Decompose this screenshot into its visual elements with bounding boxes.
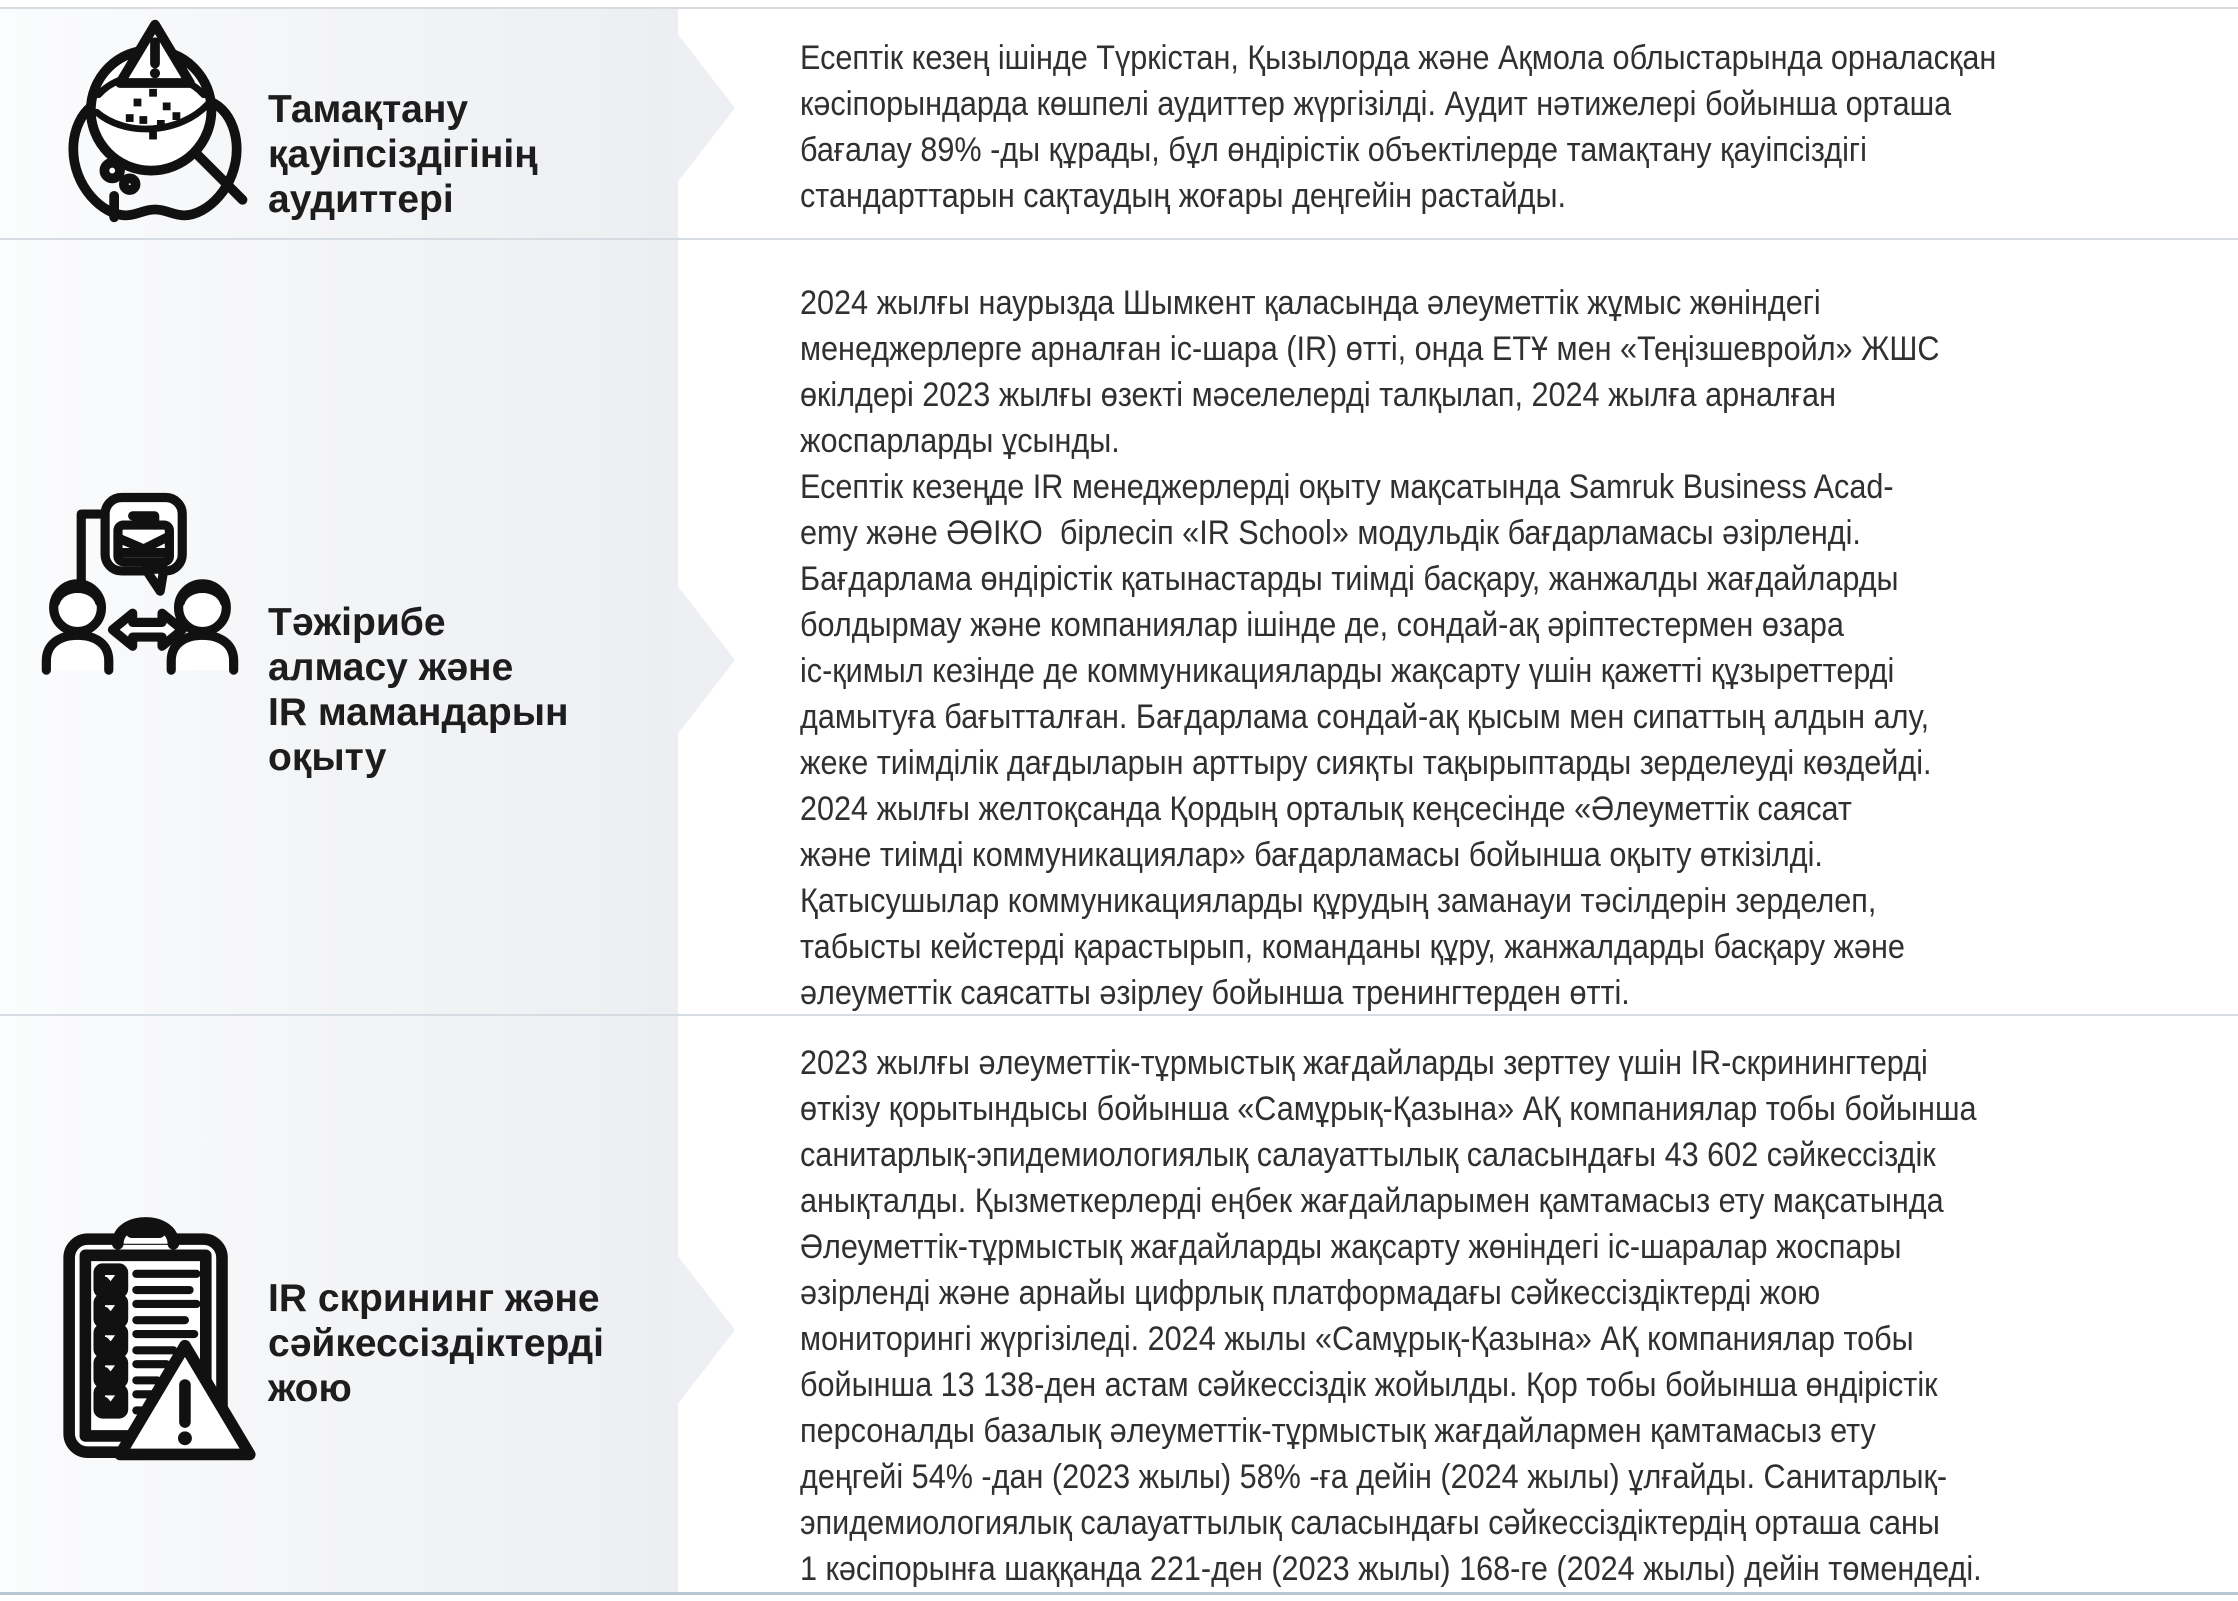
- text-line: emy және ӘӨІКО бірлесіп «IR School» модульдік бағдарламасы әзірленді.: [800, 514, 1861, 552]
- text-line: іс-қимыл кезінде де коммуникацияларды жақсарту үшін қажетті құзыреттерді: [800, 652, 1895, 690]
- text-line: оқыту: [268, 736, 387, 780]
- text-line: 1 кәсіпорынға шаққанда 221-ден (2023 жылы) 168-ге (2024 жылы) дейін төмендеді.: [800, 1550, 1982, 1588]
- chevron-arrow-shape: [677, 585, 735, 735]
- text-line: Бағдарлама өндірістік қатынастарды тиімді басқару, жанжалды жағдайларды: [800, 560, 1899, 598]
- text-line: Қатысушылар коммуникацияларды құрудың заманауи тәсілдерін зерделеп,: [800, 882, 1877, 920]
- section-body: [800, 1040, 2218, 1592]
- text-line: жеке тиімділік дағдыларын арттыру сияқты тақырыптарды зерделеуді көздейді.: [800, 744, 1932, 782]
- text-line: жоспарларды ұсынды.: [800, 422, 1120, 460]
- food-safety-audit-icon: [48, 13, 262, 227]
- text-line: жою: [268, 1367, 352, 1411]
- text-line: дамытуға бағытталған. Бағдарлама сондай-ақ қысым мен сипаттың алдын алу,: [800, 698, 1930, 736]
- text-line: өкілдері 2023 жылғы өзекті мәселелерді талқылап, 2024 жылға арналған: [800, 376, 1836, 414]
- text-line: аудиттері: [268, 178, 454, 222]
- text-line: IR мамандарын: [268, 691, 569, 735]
- text-line: Есептік кезеңде IR менеджерлерді оқыту мақсатында Samruk Business Acad-: [800, 468, 1894, 506]
- text-line: персоналды базалық әлеуметтік-тұрмыстық жағдайлармен қамтамасыз ету: [800, 1412, 1876, 1450]
- text-line: деңгейі 54% -дан (2023 жылы) 58% -ға дейін (2024 жылы) ұлғайды. Санитарлық-: [800, 1458, 1948, 1496]
- text-line: эпидемиологиялық салауаттылық саласындағы сәйкессіздіктердің орташа саны: [800, 1504, 1940, 1542]
- section-body: [800, 35, 2218, 219]
- text-line: IR скрининг және: [268, 1277, 600, 1321]
- section-ir-screening: [0, 1016, 2238, 1592]
- section-experience-exchange: [0, 240, 2238, 1014]
- divider-line: [0, 1592, 2238, 1595]
- section-title: [268, 1276, 604, 1411]
- text-line: бағалау 89% -ды құрады, бұл өндірістік объектілерде тамақтану қауіпсіздігі: [800, 131, 1867, 169]
- text-line: болдырмау және компаниялар ішінде де, сондай-ақ әріптестермен өзара: [800, 606, 1844, 644]
- text-line: Тәжірибе: [268, 601, 446, 645]
- section-title: [268, 600, 569, 780]
- chevron-arrow-shape: [677, 33, 735, 183]
- text-line: қауіпсіздігінің: [268, 133, 538, 177]
- text-line: Әлеуметтік-тұрмыстық жағдайларды жақсарту жөніндегі іс-шаралар жоспары: [800, 1228, 1902, 1266]
- text-line: және тиімді коммуникациялар» бағдарламасы бойынша оқыту өткізілді.: [800, 836, 1823, 874]
- text-line: 2023 жылғы әлеуметтік-тұрмыстық жағдайларды зерттеу үшін IR-скринингтерді: [800, 1044, 1928, 1082]
- text-line: әзірленді және арнайы цифрлық платформадағы сәйкессіздіктерді жою: [800, 1274, 1821, 1312]
- text-line: мониторингі жүргізіледі. 2024 жылы «Самұрық-Қазына» АҚ компаниялар тобы: [800, 1320, 1914, 1358]
- text-line: анықталды. Қызметкерлерді еңбек жағдайларымен қамтамасыз ету мақсатында: [800, 1182, 1944, 1220]
- text-line: 2024 жылғы наурызда Шымкент қаласында әлеуметтік жұмыс жөніндегі: [800, 284, 1821, 322]
- chevron-arrow-shape: [677, 1255, 735, 1405]
- text-line: Тамақтану: [268, 88, 469, 132]
- text-line: менеджерлерге арналған іс-шара (IR) өтті, онда ЕТҰ мен «Теңізшевройл» ЖШС: [800, 330, 1940, 368]
- text-line: 2024 жылғы желтоқсанда Қордың орталық кеңсесінде «Әлеуметтік саясат: [800, 790, 1852, 828]
- text-line: әлеуметтік саясатты әзірлеу бойынша тренингтерден өтті.: [800, 974, 1630, 1012]
- section-body: [800, 280, 2218, 1016]
- text-line: табысты кейстерді қарастырып, команданы құру, жанжалдарды басқару және: [800, 928, 1905, 966]
- text-line: санитарлық-эпидемиологиялық салауаттылық саласындағы 43 602 сәйкессіздік: [800, 1136, 1936, 1174]
- section-title: [268, 87, 538, 222]
- text-line: сәйкессіздіктерді: [268, 1322, 604, 1366]
- text-line: стандарттарын сақтаудың жоғары деңгейін растайды.: [800, 177, 1567, 215]
- experience-exchange-icon: [34, 492, 246, 694]
- text-line: Есептік кезең ішінде Түркістан, Қызылорда және Ақмола облыстарында орналасқан: [800, 39, 1997, 77]
- ir-screening-icon: [46, 1206, 266, 1476]
- section-food-safety-audits: [0, 9, 2238, 238]
- text-line: өткізу қорытындысы бойынша «Самұрық-Қазына» АҚ компаниялар тобы бойынша: [800, 1090, 1977, 1128]
- text-line: кәсіпорындарда көшпелі аудиттер жүргізілді. Аудит нәтижелері бойынша орташа: [800, 85, 1952, 123]
- text-line: бойынша 13 138-ден астам сәйкессіздік жойылды. Қор тобы бойынша өндірістік: [800, 1366, 1938, 1404]
- text-line: алмасу және: [268, 646, 514, 690]
